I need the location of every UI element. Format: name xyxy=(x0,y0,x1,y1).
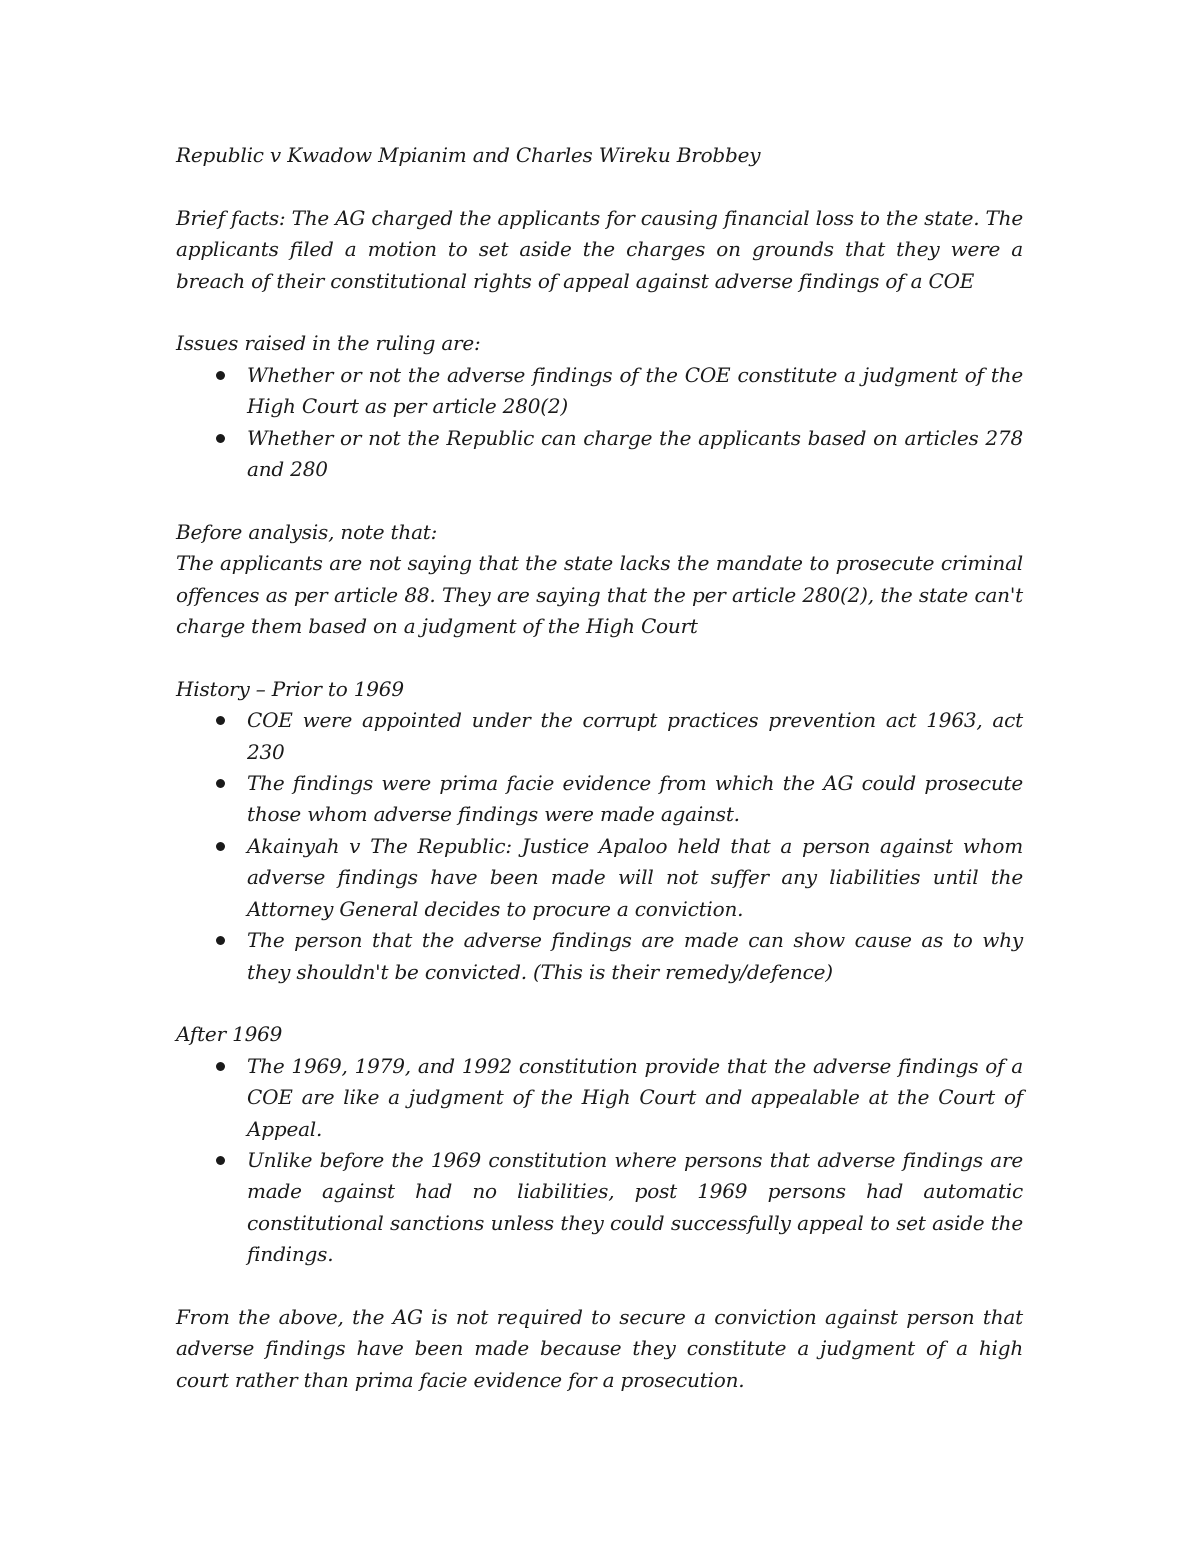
list-item: The person that the adverse findings are made can show cause as to why they shouldn't be convicted. (This is their remedy/defence) xyxy=(247,925,1023,988)
spacer xyxy=(176,171,1023,202)
history-before-heading: History – Prior to 1969 xyxy=(176,676,404,701)
issues-list xyxy=(176,360,1023,486)
bullet-icon xyxy=(216,434,225,443)
list-item: The findings were prima facie evidence from which the AG could prosecute those whom adverse findings were made against. xyxy=(247,768,1023,831)
spacer xyxy=(176,642,1023,673)
history-after-heading: After 1969 xyxy=(176,1022,283,1047)
list-item: The 1969, 1979, and 1992 constitution provide that the adverse findings of a COE are like a judgment of the High Court and appealable at the Court of Appeal. xyxy=(247,1051,1023,1145)
bullet-icon xyxy=(216,936,225,945)
history-after-list xyxy=(176,1051,1023,1271)
brief-facts: Brief facts: The AG charged the applicants for causing financial loss to the state. The applicants filed a motion to set aside the charges on grounds that they were a breach of their constitutional rights of appeal against adverse findings of a COE xyxy=(176,205,1023,293)
issues-heading: Issues raised in the ruling are: xyxy=(176,331,481,356)
list-item: Unlike before the 1969 constitution where persons that adverse findings are made against had no liabilities, post 1969 persons had automatic constitutional sanctions unless they could successfully appeal to set aside the findings. xyxy=(247,1145,1023,1271)
list-item: COE were appointed under the corrupt practices prevention act 1963, act 230 xyxy=(247,705,1023,768)
note-body: The applicants are not saying that the state lacks the mandate to prosecute criminal offences as per article 88. They are saying that the per article 280(2), the state can't charge them based on a judgment of the High Court xyxy=(176,551,1023,639)
list-item: Whether or not the Republic can charge the applicants based on articles 278 and 280 xyxy=(247,423,1023,486)
list-item: Whether or not the adverse findings of the COE constitute a judgment of the High Court as per article 280(2) xyxy=(247,360,1023,423)
spacer xyxy=(176,1271,1023,1302)
bullet-icon xyxy=(216,842,225,851)
bullet-icon xyxy=(216,1062,225,1071)
document-page xyxy=(176,140,1023,1396)
spacer xyxy=(176,297,1023,328)
spacer xyxy=(176,485,1023,516)
bullet-icon xyxy=(216,1156,225,1165)
conclusion: From the above, the AG is not required to secure a conviction against person that adverse findings have been made because they constitute a judgment of a high court rather than prima facie evidence for a prosecution. xyxy=(176,1304,1023,1392)
bullet-icon xyxy=(216,779,225,788)
spacer xyxy=(176,988,1023,1019)
case-title: Republic v Kwadow Mpianim and Charles Wireku Brobbey xyxy=(176,143,761,167)
history-before-list xyxy=(176,705,1023,988)
list-item: Akainyah v The Republic: Justice Apaloo held that a person against whom adverse findings have been made will not suffer any liabilities until the Attorney General decides to procure a conviction. xyxy=(247,831,1023,925)
bullet-icon xyxy=(216,716,225,725)
bullet-icon xyxy=(216,371,225,380)
note-heading: Before analysis, note that: xyxy=(176,519,438,544)
